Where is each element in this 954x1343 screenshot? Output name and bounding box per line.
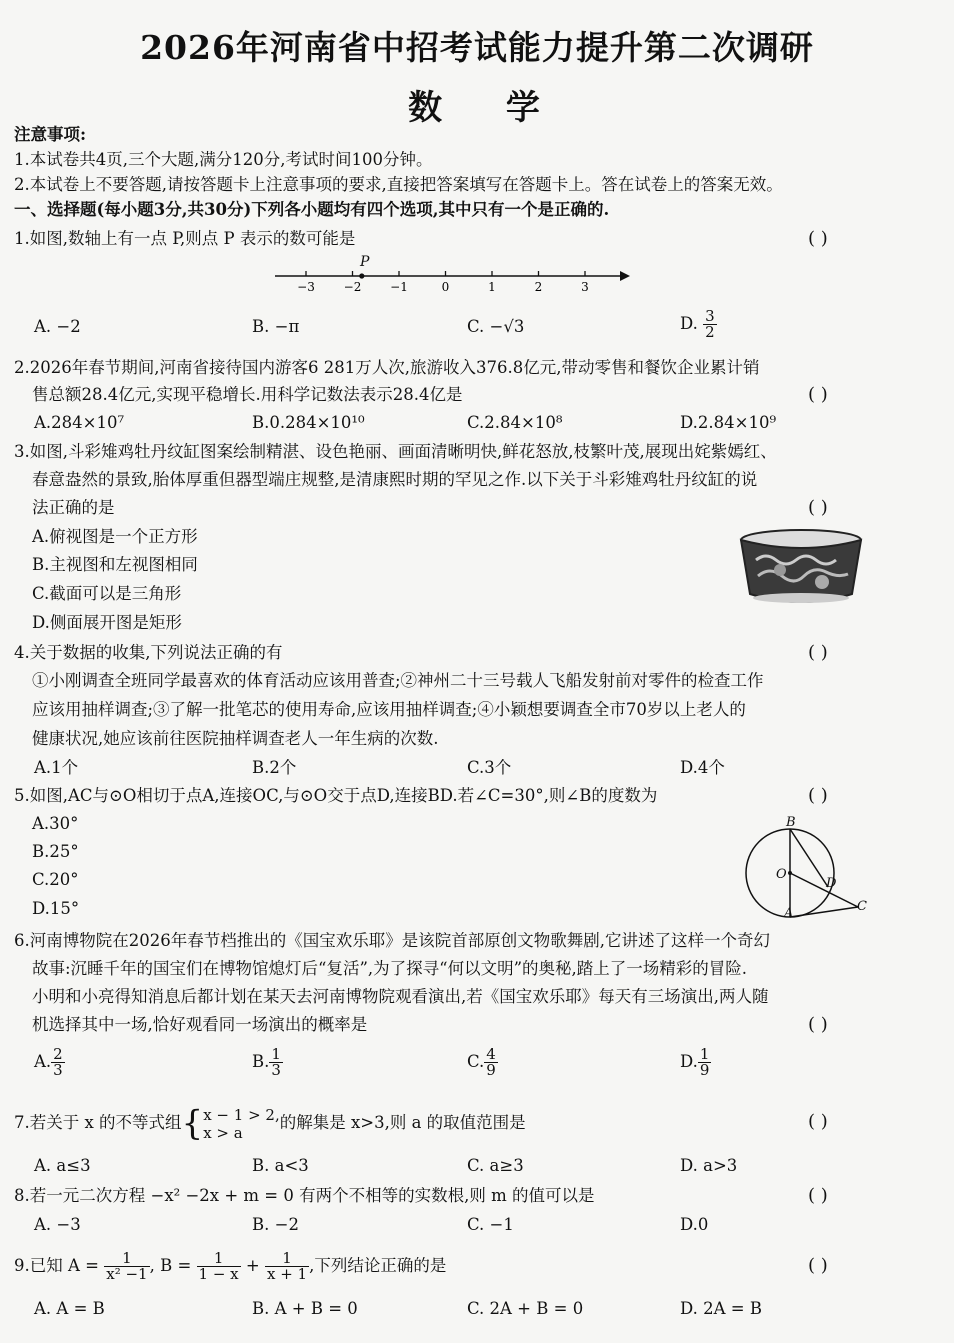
q2-option-b: B.0.284×10¹⁰ (252, 413, 365, 432)
q4-stem: 4.关于数据的收集,下列说法正确的有 (14, 643, 283, 662)
q4-option-b: B.2个 (252, 758, 297, 777)
q7-option-a: A. a≤3 (34, 1156, 91, 1175)
q3-stem-line1: 3.如图,斗彩雉鸡牡丹纹缸图案绘制精湛、设色艳丽、画面清晰明快,鲜花怒放,枝繁叶茂,展现出姹紫嫣红、 (14, 442, 777, 461)
q1-tick-label: −3 (297, 280, 315, 294)
q5-label-d: D (826, 876, 837, 891)
q5-label-b: B (786, 815, 796, 830)
q5-stem: 5.如图,AC与⊙O相切于点A,连接OC,与⊙O交于点D,连接BD.若∠C=30°,则∠B的度数为 (14, 786, 658, 805)
q9-answer-paren: ( ) (808, 1255, 828, 1276)
q1-tick-label: 2 (534, 280, 543, 294)
q5-label-c: C (857, 899, 867, 914)
q6-stem-line3: 小明和小亮得知消息后都计划在某天去河南博物院观看演出,若《国宝欢乐耶》每天有三场演出,两人随 (32, 987, 769, 1006)
q8-option-b: B. −2 (252, 1215, 299, 1234)
q2-option-c: C.2.84×10⁸ (467, 413, 563, 432)
q4-option-c: C.3个 (467, 758, 512, 777)
q8-stem: 8.若一元二次方程 −x² −2x + m = 0 有两个不相等的实数根,则 m 的值可以是 (14, 1186, 595, 1205)
q5-option-b: B.25° (32, 842, 79, 861)
q4-option-d: D.4个 (680, 758, 725, 777)
q3-option-d: D.侧面展开图是矩形 (32, 613, 182, 632)
q6-stem-line1: 6.河南博物院在2026年春节档推出的《国宝欢乐耶》是该院首部原创文物歌舞剧,它讲述了这样一个奇幻 (14, 931, 770, 950)
q1-tick-label: 3 (581, 280, 589, 294)
q1-tick-label: −2 (343, 280, 362, 294)
q1-option-d (680, 309, 717, 340)
q7-option-c: C. a≥3 (467, 1156, 524, 1175)
q5-option-a: A.30° (32, 814, 79, 833)
q2-stem-line2: 售总额28.4亿元,实现平稳增长.用科学记数法表示28.4亿是 (32, 385, 463, 404)
q5-label-o: O (776, 867, 787, 882)
q4-body-line2: 应该用抽样调查;③了解一批笔芯的使用寿命,应该用抽样调查;④小颖想要调查全市70岁以上老人的 (32, 700, 746, 719)
q1-number-line (270, 254, 640, 296)
q8-option-c: C. −1 (467, 1215, 514, 1234)
q9-fraction-b2: $\frac{1}{x + 1}$ (266, 1249, 308, 1283)
q6-stem-line4: 机选择其中一场,恰好观看同一场演出的概率是 (32, 1015, 368, 1034)
q7-inequality-system: x − 1 > 2, x > a (203, 1105, 280, 1142)
q6-option-a: A. $\frac{2}{3}$ (34, 1045, 63, 1079)
q3-option-a: A.俯视图是一个正方形 (32, 527, 198, 546)
notice-item-2: 2.本试卷上不要答题,请按答题卡上注意事项的要求,直接把答案填写在答题卡上。答在试卷上的答案无效。 (14, 175, 783, 194)
q1-point-label: P (360, 254, 370, 270)
notice-item-1: 1.本试卷共4页,三个大题,满分120分,考试时间100分钟。 (14, 150, 433, 169)
q3-stem-line3: 法正确的是 (32, 498, 115, 517)
q2-stem-line1: 2.2026年春节期间,河南省接待国内游客6 281万人次,旅游收入376.8亿元,带动零售和餐饮企业累计销 (14, 358, 760, 377)
q7-option-d: D. a>3 (680, 1156, 738, 1175)
q6-answer-paren: ( ) (808, 1014, 828, 1035)
q1-tick-label: 0 (441, 280, 450, 294)
q7-stem: 7.若关于 x 的不等式组{ x − 1 > 2, x > a 的解集是 x>3,则 a 的取值范围是 (14, 1103, 526, 1144)
q3-stem-line2: 春意盎然的景致,胎体厚重但器型端庄规整,是清康熙时期的罕见之作.以下关于斗彩雉鸡牡丹纹缸的说 (32, 470, 758, 489)
q8-option-d: D.0 (680, 1215, 709, 1234)
subject-title: 数 学 (408, 88, 566, 128)
q4-option-a: A.1个 (34, 758, 79, 777)
section-heading: 一、选择题(每小题3分,共30分)下列各小题均有四个选项,其中只有一个是正确的. (14, 200, 610, 219)
q1-option-a: A. −2 (34, 317, 81, 336)
page-title: 2026年河南省中招考试能力提升第二次调研 (140, 28, 814, 67)
q3-vat-image (736, 526, 866, 608)
q1-stem: 1.如图,数轴上有一点 P,则点 P 表示的数可能是 (14, 229, 356, 248)
q7-answer-paren: ( ) (808, 1111, 828, 1132)
q4-answer-paren: ( ) (808, 642, 828, 663)
q6-option-d: D. $\frac{1}{9}$ (680, 1045, 710, 1079)
q3-option-c: C.截面可以是三角形 (32, 584, 182, 603)
q3-answer-paren: ( ) (808, 497, 828, 518)
q9-fraction-b1: $\frac{1}{1 - x}$ (198, 1249, 239, 1283)
q5-circle-figure (740, 815, 875, 927)
q6-stem-line2: 故事:沉睡千年的国宝们在博物馆熄灯后“复活”,为了探寻“何以文明”的奥秘,踏上了一场精彩的冒险. (32, 959, 748, 978)
q2-answer-paren: ( ) (808, 384, 828, 405)
q6-option-b: B. $\frac{1}{3}$ (252, 1045, 281, 1079)
q2-option-d: D.2.84×10⁹ (680, 413, 777, 432)
q8-option-a: A. −3 (34, 1215, 81, 1234)
q4-body-line3: 健康状况,她应该前往医院抽样调查老人一年生病的次数. (32, 729, 439, 748)
q2-option-a: A.284×10⁷ (34, 413, 125, 432)
q5-option-d: D.15° (32, 899, 80, 918)
q5-option-c: C.20° (32, 870, 79, 889)
q1-option-b: B. −π (252, 317, 300, 336)
q9-stem: 9.已知 A = $\frac{1}{\text{x² −1}}$ , B = $\frac{1}{1 - x}$ + $\frac{1}{x + 1}$ ,下列结论正确的是 (14, 1249, 447, 1283)
q3-option-b: B.主视图和左视图相同 (32, 555, 198, 574)
q9-option-c: C. 2A + B = 0 (467, 1299, 584, 1318)
q6-option-c: C. $\frac{4}{9}$ (467, 1045, 496, 1079)
q1-option-c: C. −√3 (467, 317, 525, 336)
q5-answer-paren: ( ) (808, 785, 828, 806)
q8-answer-paren: ( ) (808, 1185, 828, 1206)
q1-option-d-fraction: $\frac{3}{2}$ (705, 307, 715, 341)
q4-body-line1: ①小刚调查全班同学最喜欢的体育活动应该用普查;②神州二十三号载人飞船发射前对零件的检查工作 (32, 671, 764, 690)
q7-option-b: B. a<3 (252, 1156, 309, 1175)
q9-option-b: B. A + B = 0 (252, 1299, 358, 1318)
q9-option-a: A. A = B (34, 1299, 105, 1318)
q1-tick-label: 1 (488, 280, 496, 294)
q1-tick-label: −1 (390, 280, 408, 294)
q9-option-d: D. 2A = B (680, 1299, 762, 1318)
notice-heading: 注意事项: (14, 125, 87, 144)
q1-point-p (359, 273, 364, 278)
q9-fraction-a: $\frac{1}{\text{x² −1}}$ (106, 1249, 148, 1283)
q1-answer-paren: ( ) (808, 228, 828, 249)
q5-label-a: A (784, 906, 794, 921)
q1-option-d-label: D. (680, 314, 698, 333)
